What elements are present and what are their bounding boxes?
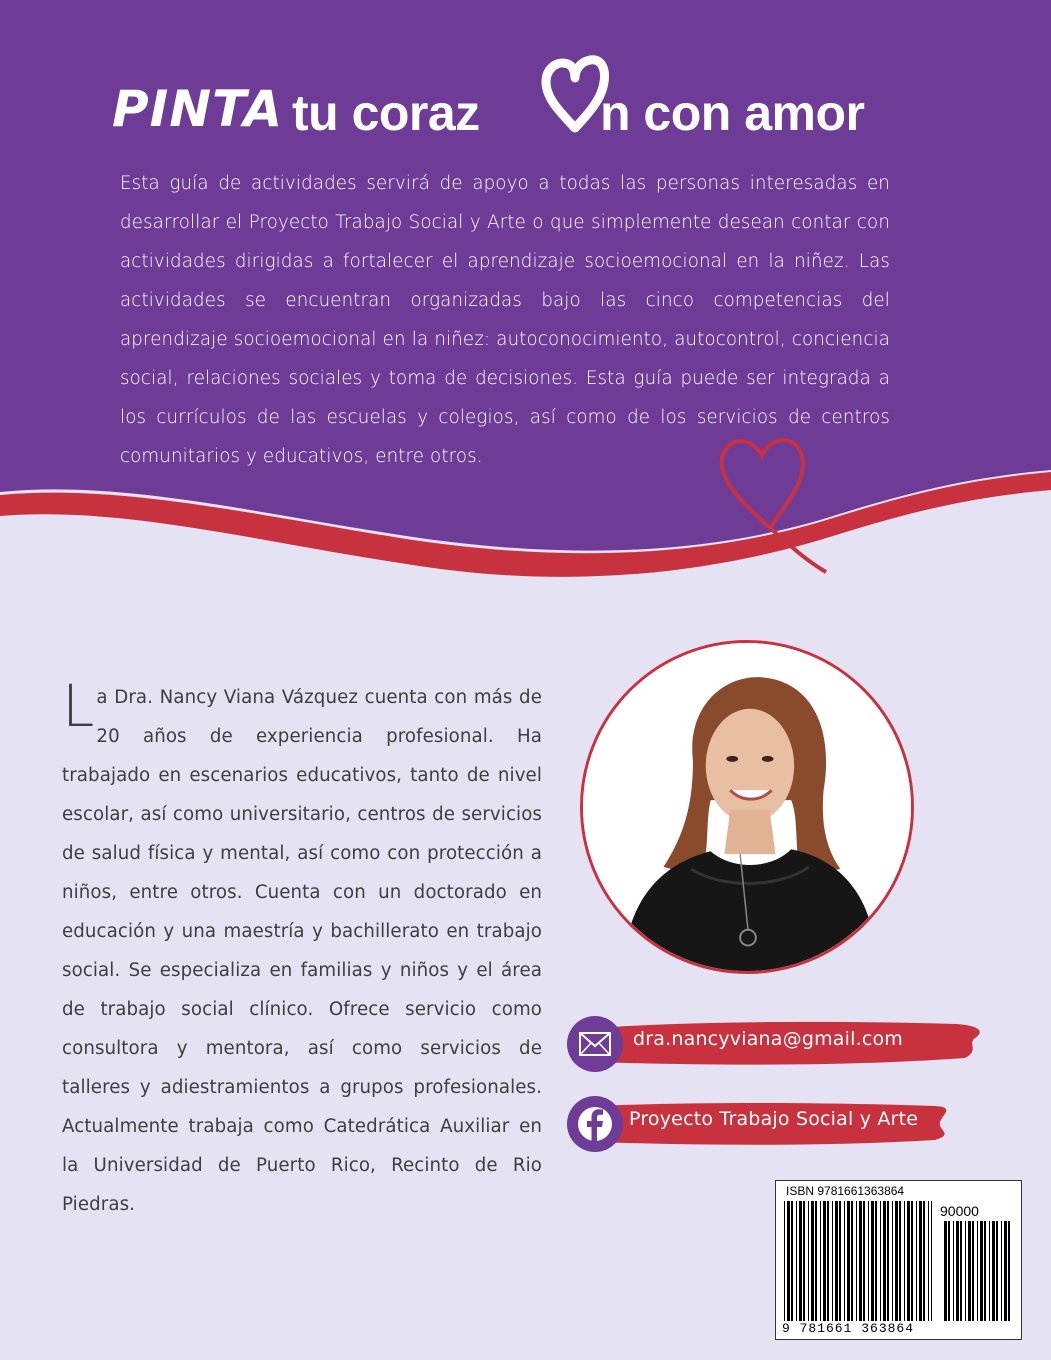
facebook-circle: [567, 1096, 623, 1152]
email-circle: [567, 1016, 623, 1072]
facebook-page-name[interactable]: Proyecto Trabajo Social y Arte: [629, 1108, 919, 1130]
isbn-barcode: [775, 1180, 1022, 1340]
author-photo: [580, 640, 914, 974]
envelope-icon: [567, 1016, 623, 1072]
email-address[interactable]: dra.nancyviana@gmail.com: [633, 1028, 904, 1050]
bio-text: a Dra. Nancy Viana Vázquez cuenta con más de 20 años de experiencia profesional. Ha trabajado en escenarios educativos, tanto de nivel escolar, así como universitario, centros de servicios de salud física y mental, así como con protección a niños, entre otros. Cuenta con un doctorado en educación y una maestría y bachillerato en trabajo social. Se especializa en familias y niños y el área de trabajo social clínico. Ofrece servicio como consultora y mentora, así como servicios de talleres y adiestramientos a grupos profesionales. Actualmente trabaja como Catedrática Auxiliar en la Universidad de Puerto Rico, Recinto de Rio Piedras.: [62, 687, 542, 1215]
barcode-digits: 9 781661 363864: [782, 1321, 915, 1336]
title-pinta: PINTA: [112, 80, 284, 138]
barcode-main-bars: [784, 1201, 932, 1321]
email-contact[interactable]: [565, 1014, 985, 1076]
facebook-icon: [567, 1096, 623, 1152]
price-code: 90000: [940, 1203, 979, 1219]
title-end: n con amor: [600, 85, 865, 141]
intro-paragraph: Esta guía de actividades servirá de apoyo a todas las personas interesadas en desarrollar el Proyecto Trabajo Social y Arte o que simplemente desean contar con actividades dirigidas a fortalecer el aprendizaje socioemocional en la niñez. Las actividades se encuentran organizadas bajo las cinco competencias del aprendizaje socioemocional en la niñez: autoconocimiento, autocontrol, conciencia social, relaciones sociales y toma de decisiones. Esta guía puede ser integrada a los currículos de las escuelas y colegios, así como de los servicios de centros comunitarios y educativos, entre otros.: [120, 173, 890, 467]
facebook-contact[interactable]: [565, 1094, 985, 1156]
book-title: [112, 72, 1012, 152]
title-middle: tu coraz: [292, 85, 480, 141]
barcode-addon-bars: [944, 1221, 1012, 1321]
author-bio: [62, 672, 542, 1224]
isbn-label: ISBN 9781661363864: [786, 1184, 905, 1198]
bio-dropcap: L: [62, 672, 95, 740]
